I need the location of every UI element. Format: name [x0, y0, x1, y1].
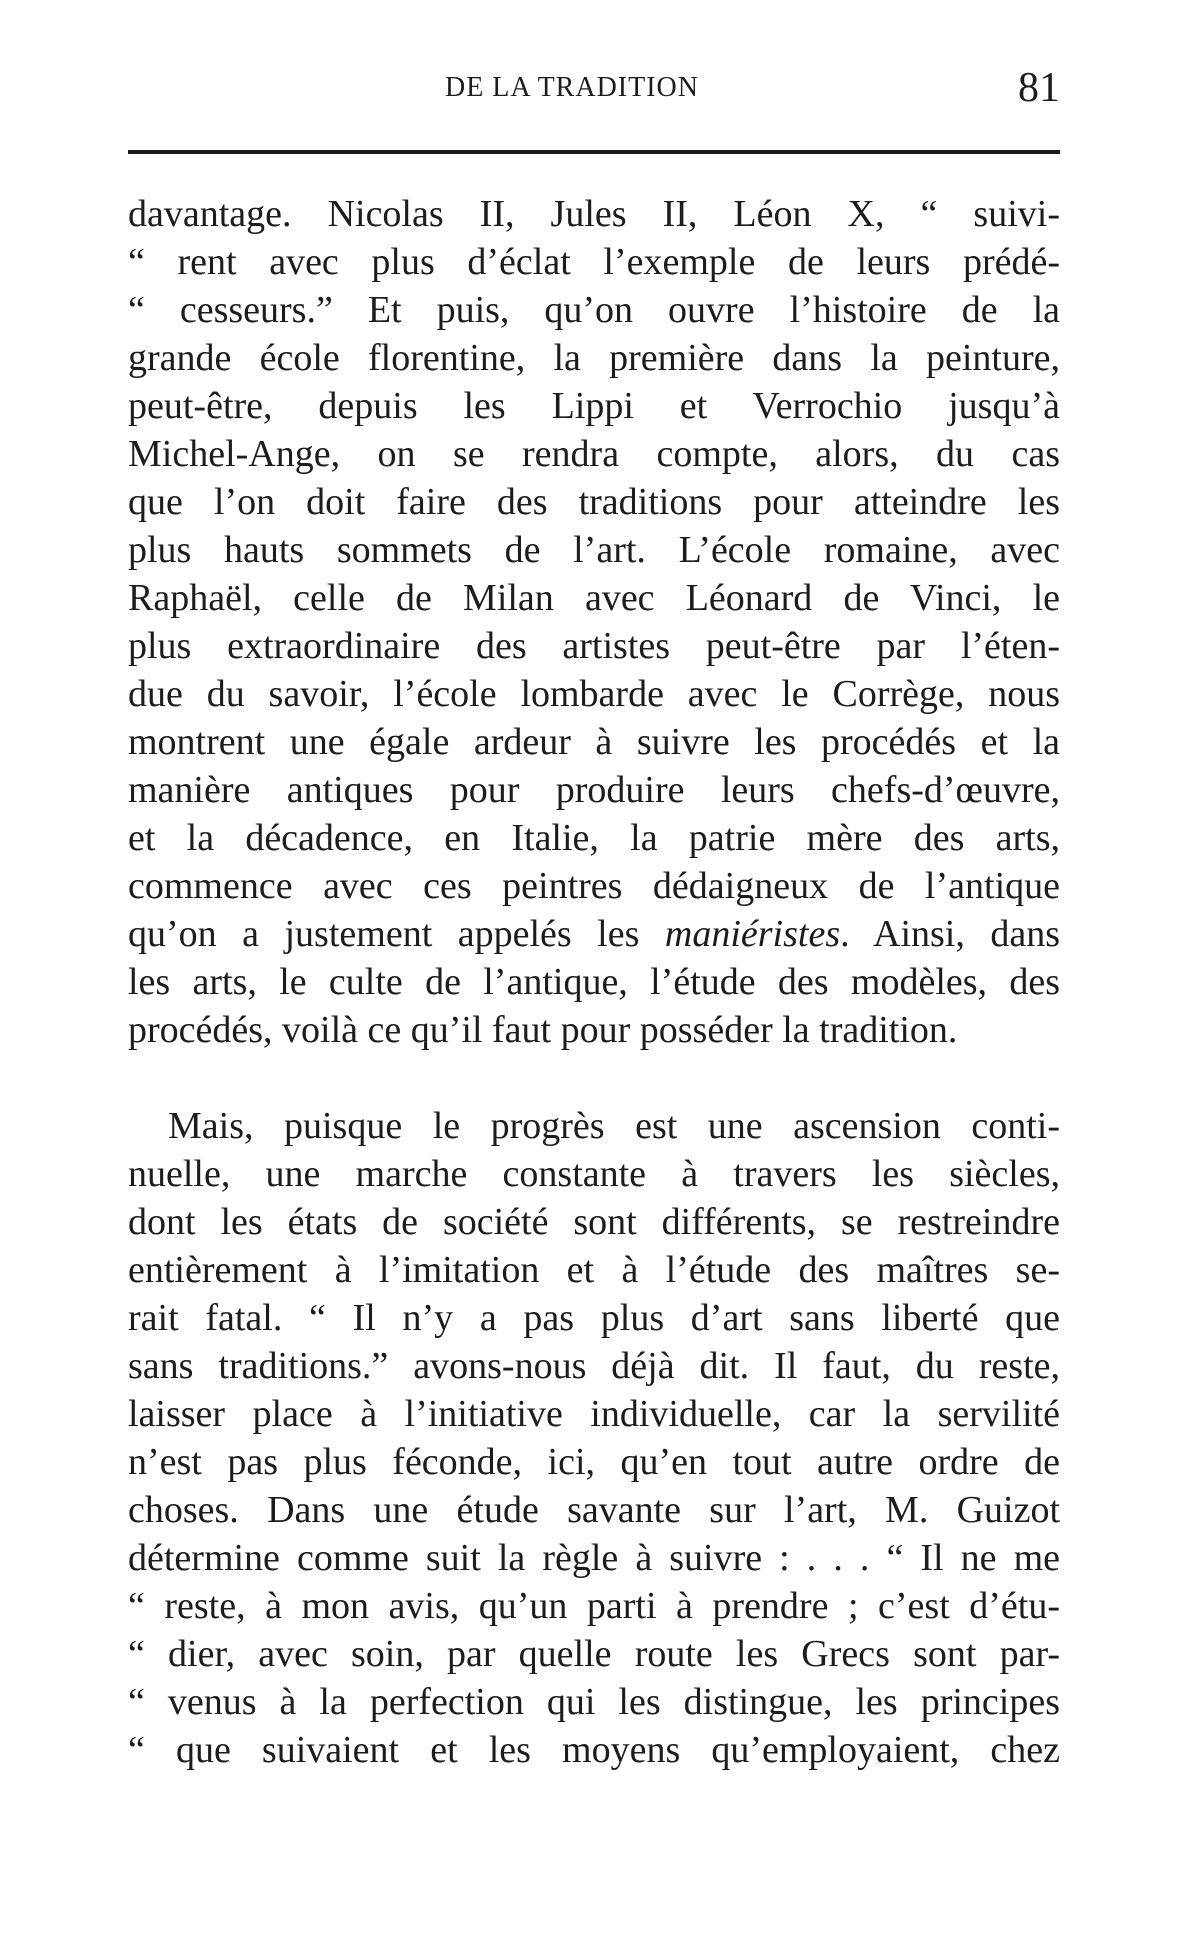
text-line: procédés, voilà ce qu’il faut pour posséder la tradition. — [128, 1009, 958, 1051]
text-line: plus extraordinaire des artistes peut-être par l’éten- — [128, 625, 1060, 667]
italic-term: maniéristes — [664, 913, 841, 955]
paragraph-2 — [128, 1102, 1060, 1774]
text-line-with-italic — [128, 910, 1060, 958]
text-line: peut-être, depuis les Lippi et Verrochio jusqu’à — [128, 385, 1060, 427]
text-line: nuelle, une marche constante à travers les siècles, — [128, 1153, 1060, 1195]
page-number: 81 — [1018, 65, 1060, 111]
text-line: plus hauts sommets de l’art. L’école romaine, avec — [128, 529, 1060, 571]
text-line: “ reste, à mon avis, qu’un parti à prendre ; c’est d’étu- — [128, 1585, 1060, 1627]
text-line: sans traditions.” avons-nous déjà dit. Il faut, du reste, — [128, 1345, 1060, 1387]
text-line: grande école florentine, la première dans la peinture, — [128, 337, 1060, 379]
text-line: “ venus à la perfection qui les distingue, les principes — [128, 1681, 1060, 1723]
text-line: que l’on doit faire des traditions pour atteindre les — [128, 481, 1060, 523]
text-line: “ que suivaient et les moyens qu’employaient, chez — [128, 1729, 1060, 1771]
running-head — [130, 65, 1060, 120]
text-line: “ cesseurs.” Et puis, qu’on ouvre l’histoire de la — [128, 289, 1060, 331]
text-line: davantage. Nicolas II, Jules II, Léon X, “ suivi- — [128, 193, 1060, 235]
text-line: détermine comme suit la règle à suivre : . . . “ Il ne me — [128, 1537, 1060, 1579]
text-line: Mais, puisque le progrès est une ascension conti- — [168, 1105, 1060, 1147]
paragraph-spacer — [128, 1054, 1060, 1102]
text-line: dont les états de société sont différents, se restreindre — [128, 1201, 1060, 1243]
text-line: montrent une égale ardeur à suivre les procédés et la — [128, 721, 1060, 763]
text-line: Raphaël, celle de Milan avec Léonard de Vinci, le — [128, 577, 1060, 619]
text-line: “ rent avec plus d’éclat l’exemple de leurs prédé- — [128, 241, 1060, 283]
paragraph-1 — [128, 190, 1060, 1054]
text-line: rait fatal. “ Il n’y a pas plus d’art sans liberté que — [128, 1297, 1060, 1339]
text-line: commence avec ces peintres dédaigneux de l’antique — [128, 865, 1060, 907]
text-line: Michel-Ange, on se rendra compte, alors, du cas — [128, 433, 1060, 475]
text-line: due du savoir, l’école lombarde avec le Corrège, nous — [128, 673, 1060, 715]
text-run: qu’on a justement appelés les — [128, 913, 665, 955]
body-text — [128, 190, 1060, 1774]
text-line: et la décadence, en Italie, la patrie mère des arts, — [128, 817, 1060, 859]
text-line: n’est pas plus féconde, ici, qu’en tout autre ordre de — [128, 1441, 1060, 1483]
text-run: . Ainsi, dans — [840, 913, 1060, 955]
text-line: entièrement à l’imitation et à l’étude des maîtres se- — [128, 1249, 1060, 1291]
running-head-title: DE LA TRADITION — [444, 72, 699, 103]
text-line: “ dier, avec soin, par quelle route les Grecs sont par- — [128, 1633, 1060, 1675]
text-line: choses. Dans une étude savante sur l’art, M. Guizot — [128, 1489, 1060, 1531]
text-line: manière antiques pour produire leurs chefs-d’œuvre, — [128, 769, 1060, 811]
header-rule — [128, 150, 1060, 154]
text-line: les arts, le culte de l’antique, l’étude des modèles, des — [128, 961, 1060, 1003]
text-line: laisser place à l’initiative individuelle, car la servilité — [128, 1393, 1060, 1435]
